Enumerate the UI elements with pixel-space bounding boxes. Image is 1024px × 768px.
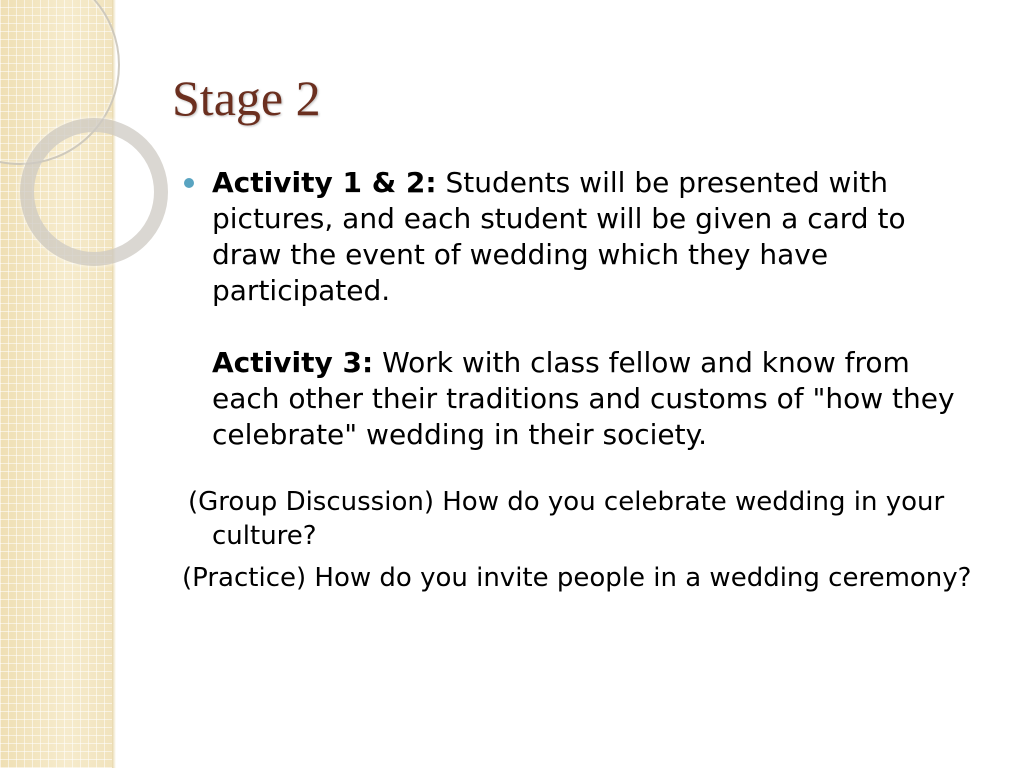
side-panel-edge	[112, 0, 116, 768]
activity-1-paragraph	[212, 165, 982, 309]
bullet-dot-icon	[184, 178, 194, 188]
practice-line: (Practice) How do you invite people in a wedding ceremony?	[182, 563, 972, 593]
activity-3-text: Work with class fellow and know from each other their traditions and customs of "how they celebrate" wedding in their society.	[212, 346, 955, 451]
group-discussion-line: (Group Discussion) How do you celebrate wedding in your culture?	[188, 487, 945, 551]
activity-3-label: Activity 3:	[212, 346, 374, 379]
slide-title: Stage 2	[172, 70, 321, 126]
decorative-side-panel	[0, 0, 113, 768]
bullet-item	[182, 165, 982, 453]
activity-1-text: Students will be presented with pictures, and each student will be given a card to draw the event of wedding which they have participated.	[212, 166, 906, 307]
paragraph-gap	[212, 309, 982, 345]
slide-content	[182, 165, 982, 595]
activity-3-paragraph	[212, 345, 982, 453]
activity-1-label: Activity 1 & 2:	[212, 166, 437, 199]
